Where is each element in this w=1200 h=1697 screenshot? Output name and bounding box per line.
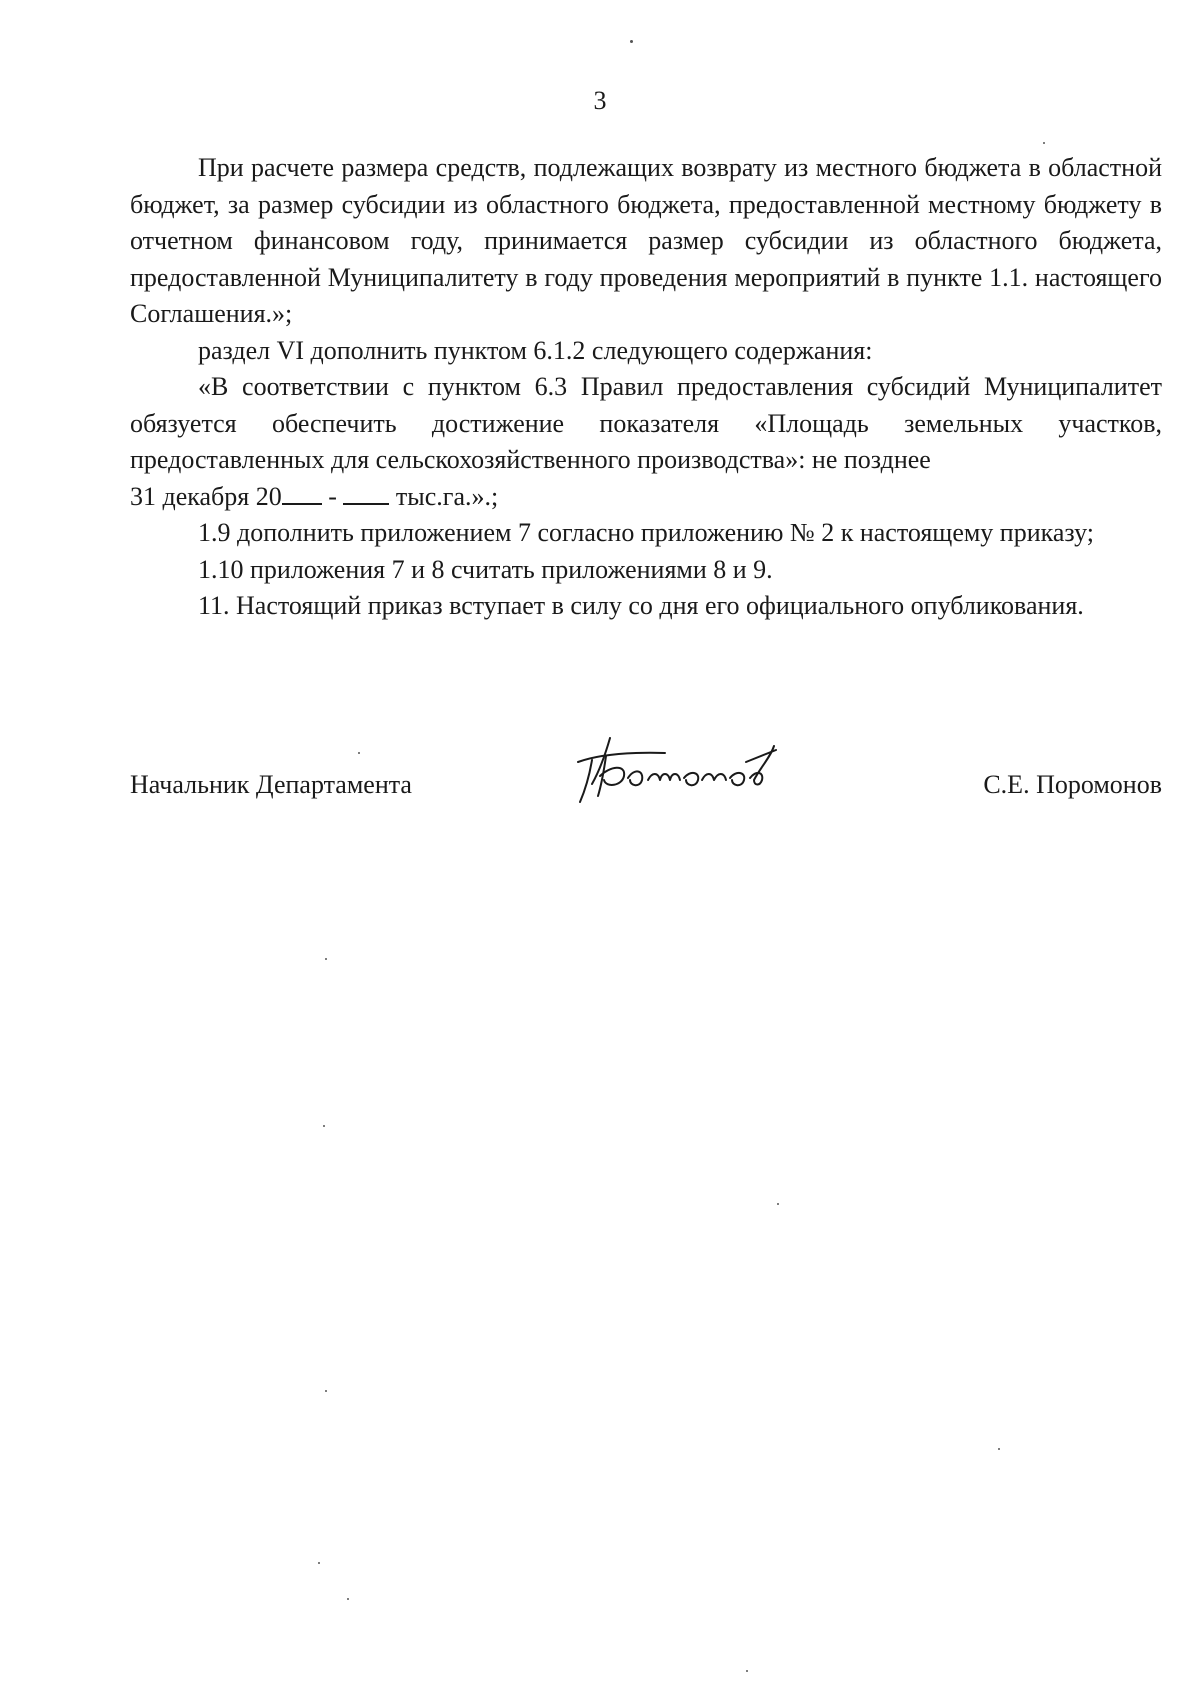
deadline-suffix: тыс.га.».; — [395, 481, 499, 511]
deadline-prefix: 31 декабря 20 — [130, 481, 282, 511]
scan-speck — [358, 752, 360, 754]
paragraph-obligation: «В соответствии с пунктом 6.3 Правил предоставления субсидий Муниципалитет обязуется обеспечить достижение показателя «Площадь земельных участков, предоставленных для сельскохозяйственного производства»: не позднее — [130, 372, 1162, 474]
deadline-separator: - — [328, 481, 337, 511]
scan-speck — [318, 1562, 320, 1564]
paragraph-calculation: При расчете размера средств, подлежащих возврату из местного бюджета в областной бюджет, за размер субсидии из областного бюджета, предоставленной местному бюджету в отчетном финансовом году, принимается размер субсидии из областного бюджета, предоставленной Муниципалитету в году проведения мероприятий в пункте 1.1. настоящего Соглашения.»; — [130, 153, 1162, 328]
deadline-line — [130, 479, 1162, 516]
scan-speck — [325, 958, 327, 960]
scan-speck — [777, 1203, 779, 1205]
year-blank — [282, 479, 322, 505]
signatory-position: Начальник Департамента — [130, 770, 412, 799]
paragraph-1-10: 1.10 приложения 7 и 8 считать приложениями 8 и 9. — [198, 554, 773, 584]
scan-speck — [347, 1598, 349, 1600]
scan-speck — [1043, 142, 1045, 144]
scan-speck — [630, 40, 633, 43]
scan-speck — [746, 1670, 748, 1672]
scan-speck — [323, 1125, 325, 1127]
paragraph-section-vi: раздел VI дополнить пунктом 6.1.2 следующего содержания: — [198, 335, 873, 365]
signatory-name: С.Е. Поромонов — [983, 770, 1162, 799]
paragraph-11: 11. Настоящий приказ вступает в силу со дня его официального опубликования. — [198, 591, 1084, 620]
page-number: 3 — [593, 86, 607, 115]
scan-speck — [325, 1390, 327, 1392]
paragraph-1-9: 1.9 дополнить приложением 7 согласно приложению № 2 к настоящему приказу; — [198, 518, 1095, 547]
scan-speck — [998, 1448, 1000, 1450]
handwritten-signature — [570, 732, 785, 812]
document-body — [130, 150, 1162, 625]
area-blank — [343, 479, 389, 505]
